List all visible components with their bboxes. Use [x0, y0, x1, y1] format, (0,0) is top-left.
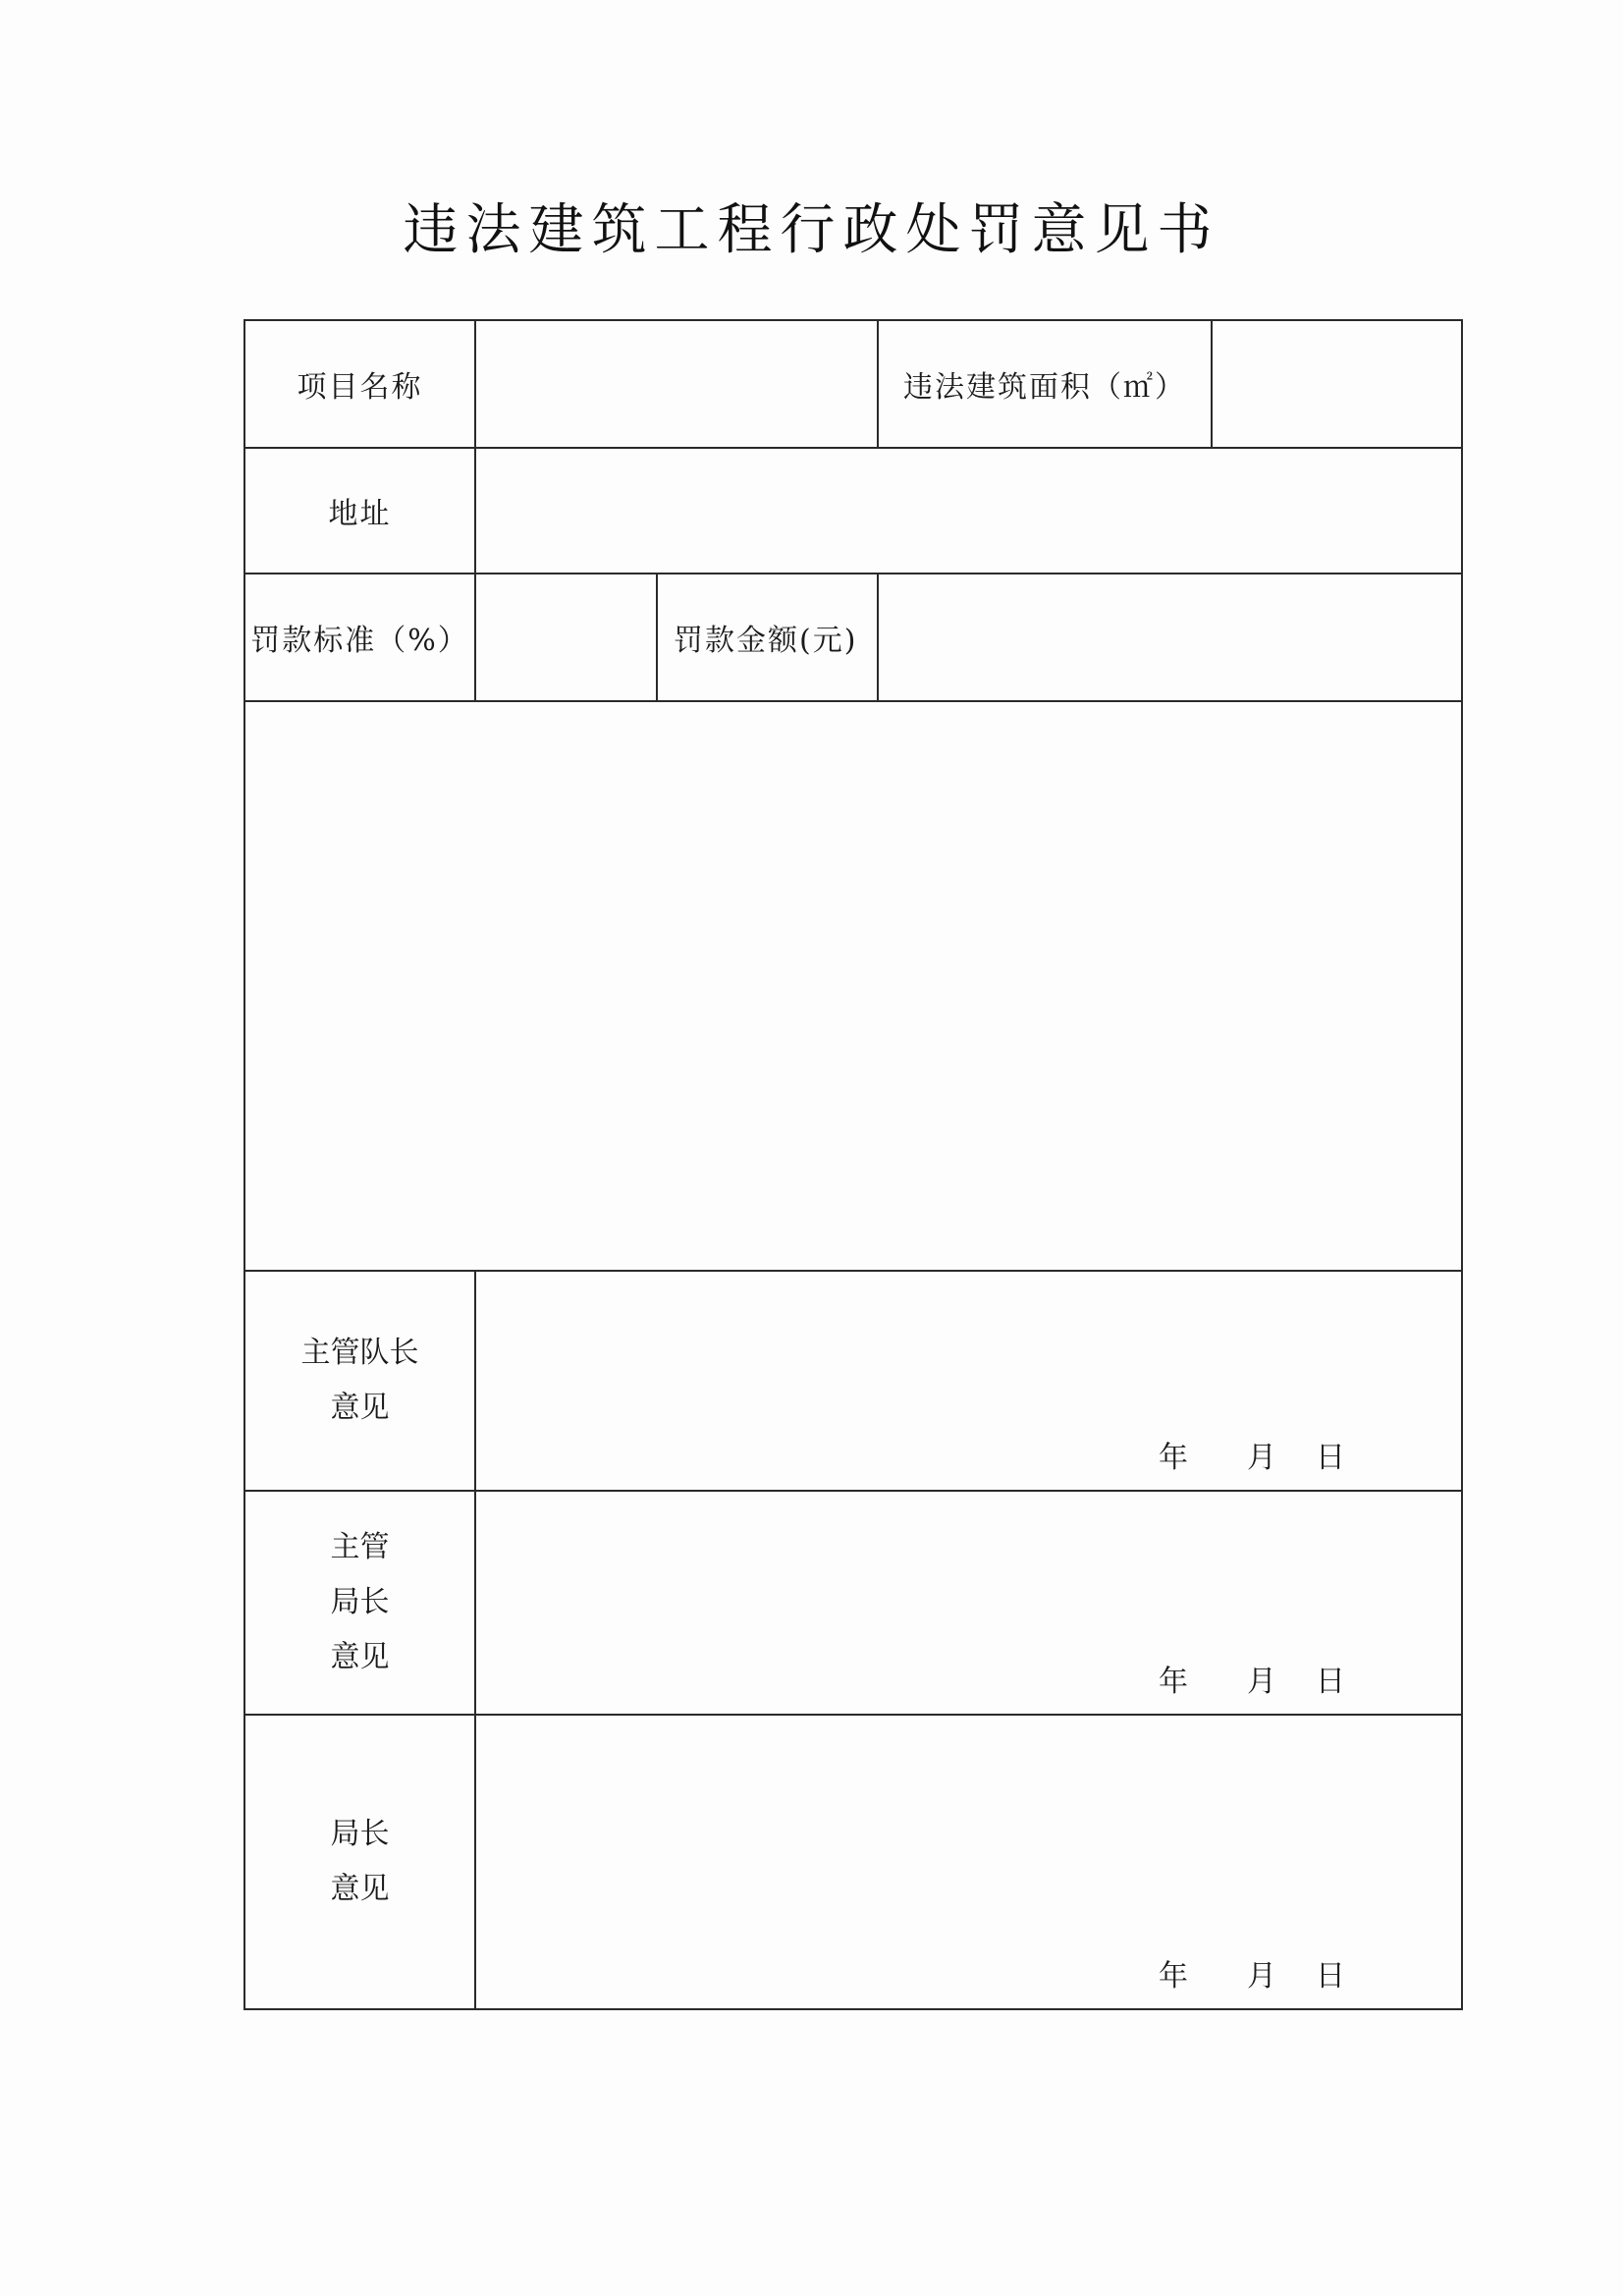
date-month: 月	[1247, 1959, 1276, 1994]
fine-standard-label: 罚款标准（%）	[244, 574, 475, 701]
fine-amount-field[interactable]	[878, 574, 1462, 701]
penalty-content-field[interactable]	[244, 701, 1462, 1271]
form-row-captain-opinion	[244, 1271, 1462, 1491]
date-year: 年	[1159, 1441, 1188, 1475]
illegal-area-field[interactable]	[1212, 320, 1462, 448]
penalty-opinion-form	[243, 319, 1463, 2010]
project-name-field[interactable]	[475, 320, 878, 448]
date-month: 月	[1247, 1441, 1276, 1475]
deputy-director-label-line1: 主管	[330, 1530, 390, 1564]
deputy-director-label-line3: 意见	[330, 1640, 390, 1674]
director-opinion-field[interactable]	[475, 1715, 1462, 2009]
date-year: 年	[1159, 1959, 1188, 1994]
form-row-content	[244, 701, 1462, 1271]
deputy-director-label-line2: 局长	[330, 1585, 390, 1619]
form-row-project	[244, 320, 1462, 448]
captain-opinion-field[interactable]	[475, 1271, 1462, 1491]
captain-opinion-date	[1159, 1433, 1345, 1476]
director-label-line2: 意见	[330, 1872, 390, 1906]
date-day: 日	[1316, 1441, 1345, 1475]
form-row-director-opinion	[244, 1715, 1462, 2009]
form-row-deputy-director-opinion	[244, 1491, 1462, 1715]
deputy-director-opinion-field[interactable]	[475, 1491, 1462, 1715]
director-label-line1: 局长	[330, 1817, 390, 1851]
illegal-area-label: 违法建筑面积（㎡）	[878, 320, 1212, 448]
deputy-director-opinion-label	[244, 1491, 475, 1715]
captain-opinion-label-line2: 意见	[330, 1391, 390, 1425]
captain-opinion-label	[244, 1271, 475, 1491]
date-year: 年	[1159, 1665, 1188, 1699]
document-title: 违法建筑工程行政处罚意见书	[403, 198, 1220, 262]
address-field[interactable]	[475, 448, 1462, 574]
project-name-label: 项目名称	[244, 320, 475, 448]
fine-amount-label: 罚款金额(元)	[657, 574, 878, 701]
date-day: 日	[1316, 1959, 1345, 1994]
director-opinion-label	[244, 1715, 475, 2009]
date-day: 日	[1316, 1665, 1345, 1699]
date-month: 月	[1247, 1665, 1276, 1699]
deputy-director-opinion-date	[1159, 1657, 1345, 1700]
director-opinion-date	[1159, 1951, 1345, 1995]
form-row-fine	[244, 574, 1462, 701]
fine-standard-field[interactable]	[475, 574, 657, 701]
form-row-address	[244, 448, 1462, 574]
captain-opinion-label-line1: 主管队长	[300, 1336, 419, 1370]
address-label: 地址	[244, 448, 475, 574]
